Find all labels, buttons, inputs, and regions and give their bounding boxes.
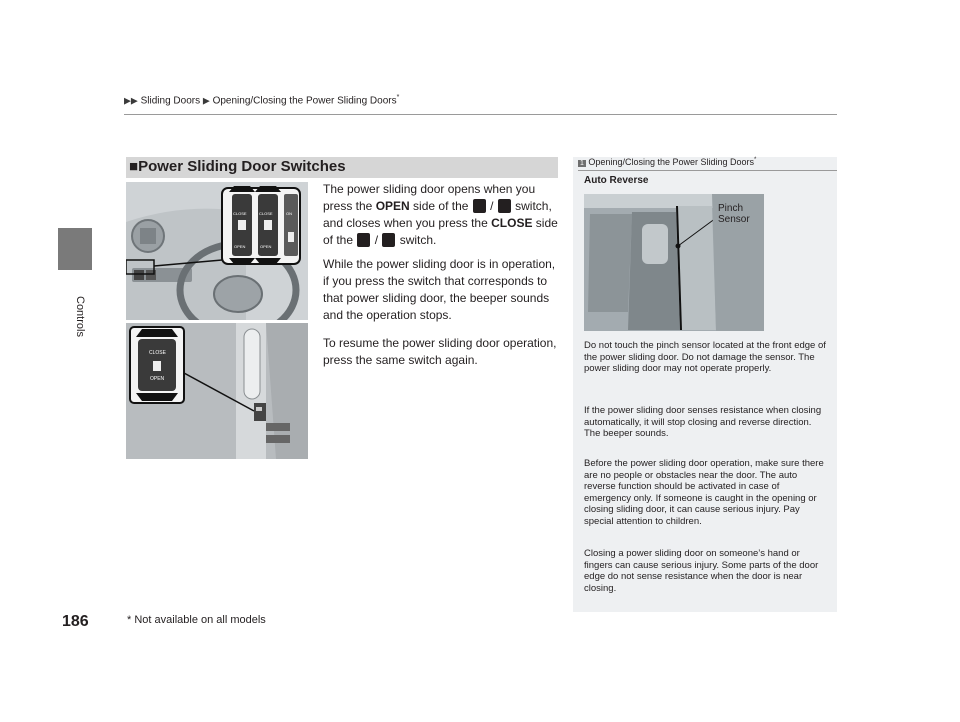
note-header bbox=[578, 157, 756, 167]
breadcrumb bbox=[124, 94, 399, 106]
chapter-label: Controls bbox=[74, 296, 86, 337]
left-door-switch-icon bbox=[357, 233, 370, 247]
door-switch-close-label: CLOSE bbox=[149, 350, 166, 356]
pinch-sensor-label: Pinch Sensor bbox=[718, 203, 750, 225]
door-switch-open-label: OPEN bbox=[150, 376, 165, 382]
dashboard-switches-figure bbox=[126, 182, 308, 320]
left-door-switch-icon bbox=[473, 199, 486, 213]
note-paragraph: Closing a power sliding door on someone’s hand or fingers can cause serious injury. Some parts of the door edge do not sense resistance when the door is near closing. bbox=[584, 548, 819, 594]
breadcrumb-arrow-icon: ▶▶ bbox=[124, 95, 138, 106]
header-divider bbox=[124, 114, 837, 115]
note-header-text: Opening/Closing the Power Sliding Doors bbox=[588, 157, 755, 167]
body-paragraph-1: The power sliding door opens when you press the OPEN side of the / switch, and closes when you press the CLOSE side of the / switch. bbox=[323, 182, 558, 247]
note-paragraph: If the power sliding door senses resistance when closing automatically, it will stop closing and reverse direction. The beeper sounds. bbox=[584, 405, 822, 440]
open-keyword: OPEN bbox=[375, 199, 410, 213]
note-paragraph: Do not touch the pinch sensor located at the front edge of the power sliding door. Do not damage the sensor. The power sliding door may not operate properly. bbox=[584, 340, 826, 375]
breadcrumb-item-sliding-doors[interactable]: Sliding Doors bbox=[140, 95, 201, 107]
note-paragraph: Before the power sliding door operation, make sure there are no people or obstacles near the door. The auto reverse function should be activated in case of emergency only. If someone is caught in the opening or closing sliding door, it can cause serious injury. Pay special attention to children. bbox=[584, 458, 824, 527]
section-title bbox=[129, 158, 346, 175]
dashboard-illustration bbox=[126, 182, 308, 320]
body-paragraph-3: To resume the power sliding door operation, press the same switch again. bbox=[323, 336, 557, 367]
switch-open-label: OPEN bbox=[234, 244, 246, 249]
note-divider bbox=[578, 170, 837, 171]
right-door-switch-icon bbox=[498, 199, 511, 213]
door-switch-figure bbox=[126, 323, 308, 459]
breadcrumb-arrow-icon: ▶ bbox=[202, 95, 210, 106]
door-pillar-illustration bbox=[126, 323, 308, 459]
note-ref-icon: 1 bbox=[580, 160, 584, 167]
page-number: 186 bbox=[62, 613, 89, 630]
switch-close-label: CLOSE bbox=[233, 211, 247, 216]
switch-close-label: CLOSE bbox=[259, 211, 273, 216]
footnote: * Not available on all models bbox=[127, 614, 266, 626]
note-subheading: Auto Reverse bbox=[584, 175, 649, 186]
switch-open-label: OPEN bbox=[260, 244, 272, 249]
section-title-text: Power Sliding Door Switches bbox=[138, 158, 346, 175]
chapter-tab-marker bbox=[58, 228, 92, 270]
section-bullet-icon: ■ bbox=[129, 158, 139, 175]
breadcrumb-item-opening-closing[interactable]: Opening/Closing the Power Sliding Doors bbox=[212, 95, 397, 107]
close-keyword: CLOSE bbox=[491, 216, 533, 230]
body-paragraph-2: While the power sliding door is in operation, if you press the switch that corresponds to that power sliding door, the beeper sounds and the operation stops. bbox=[323, 257, 556, 322]
breadcrumb-asterisk: * bbox=[396, 94, 400, 101]
switch-on-label: ON bbox=[286, 211, 292, 216]
note-header-asterisk: * bbox=[754, 157, 757, 163]
right-door-switch-icon bbox=[382, 233, 395, 247]
